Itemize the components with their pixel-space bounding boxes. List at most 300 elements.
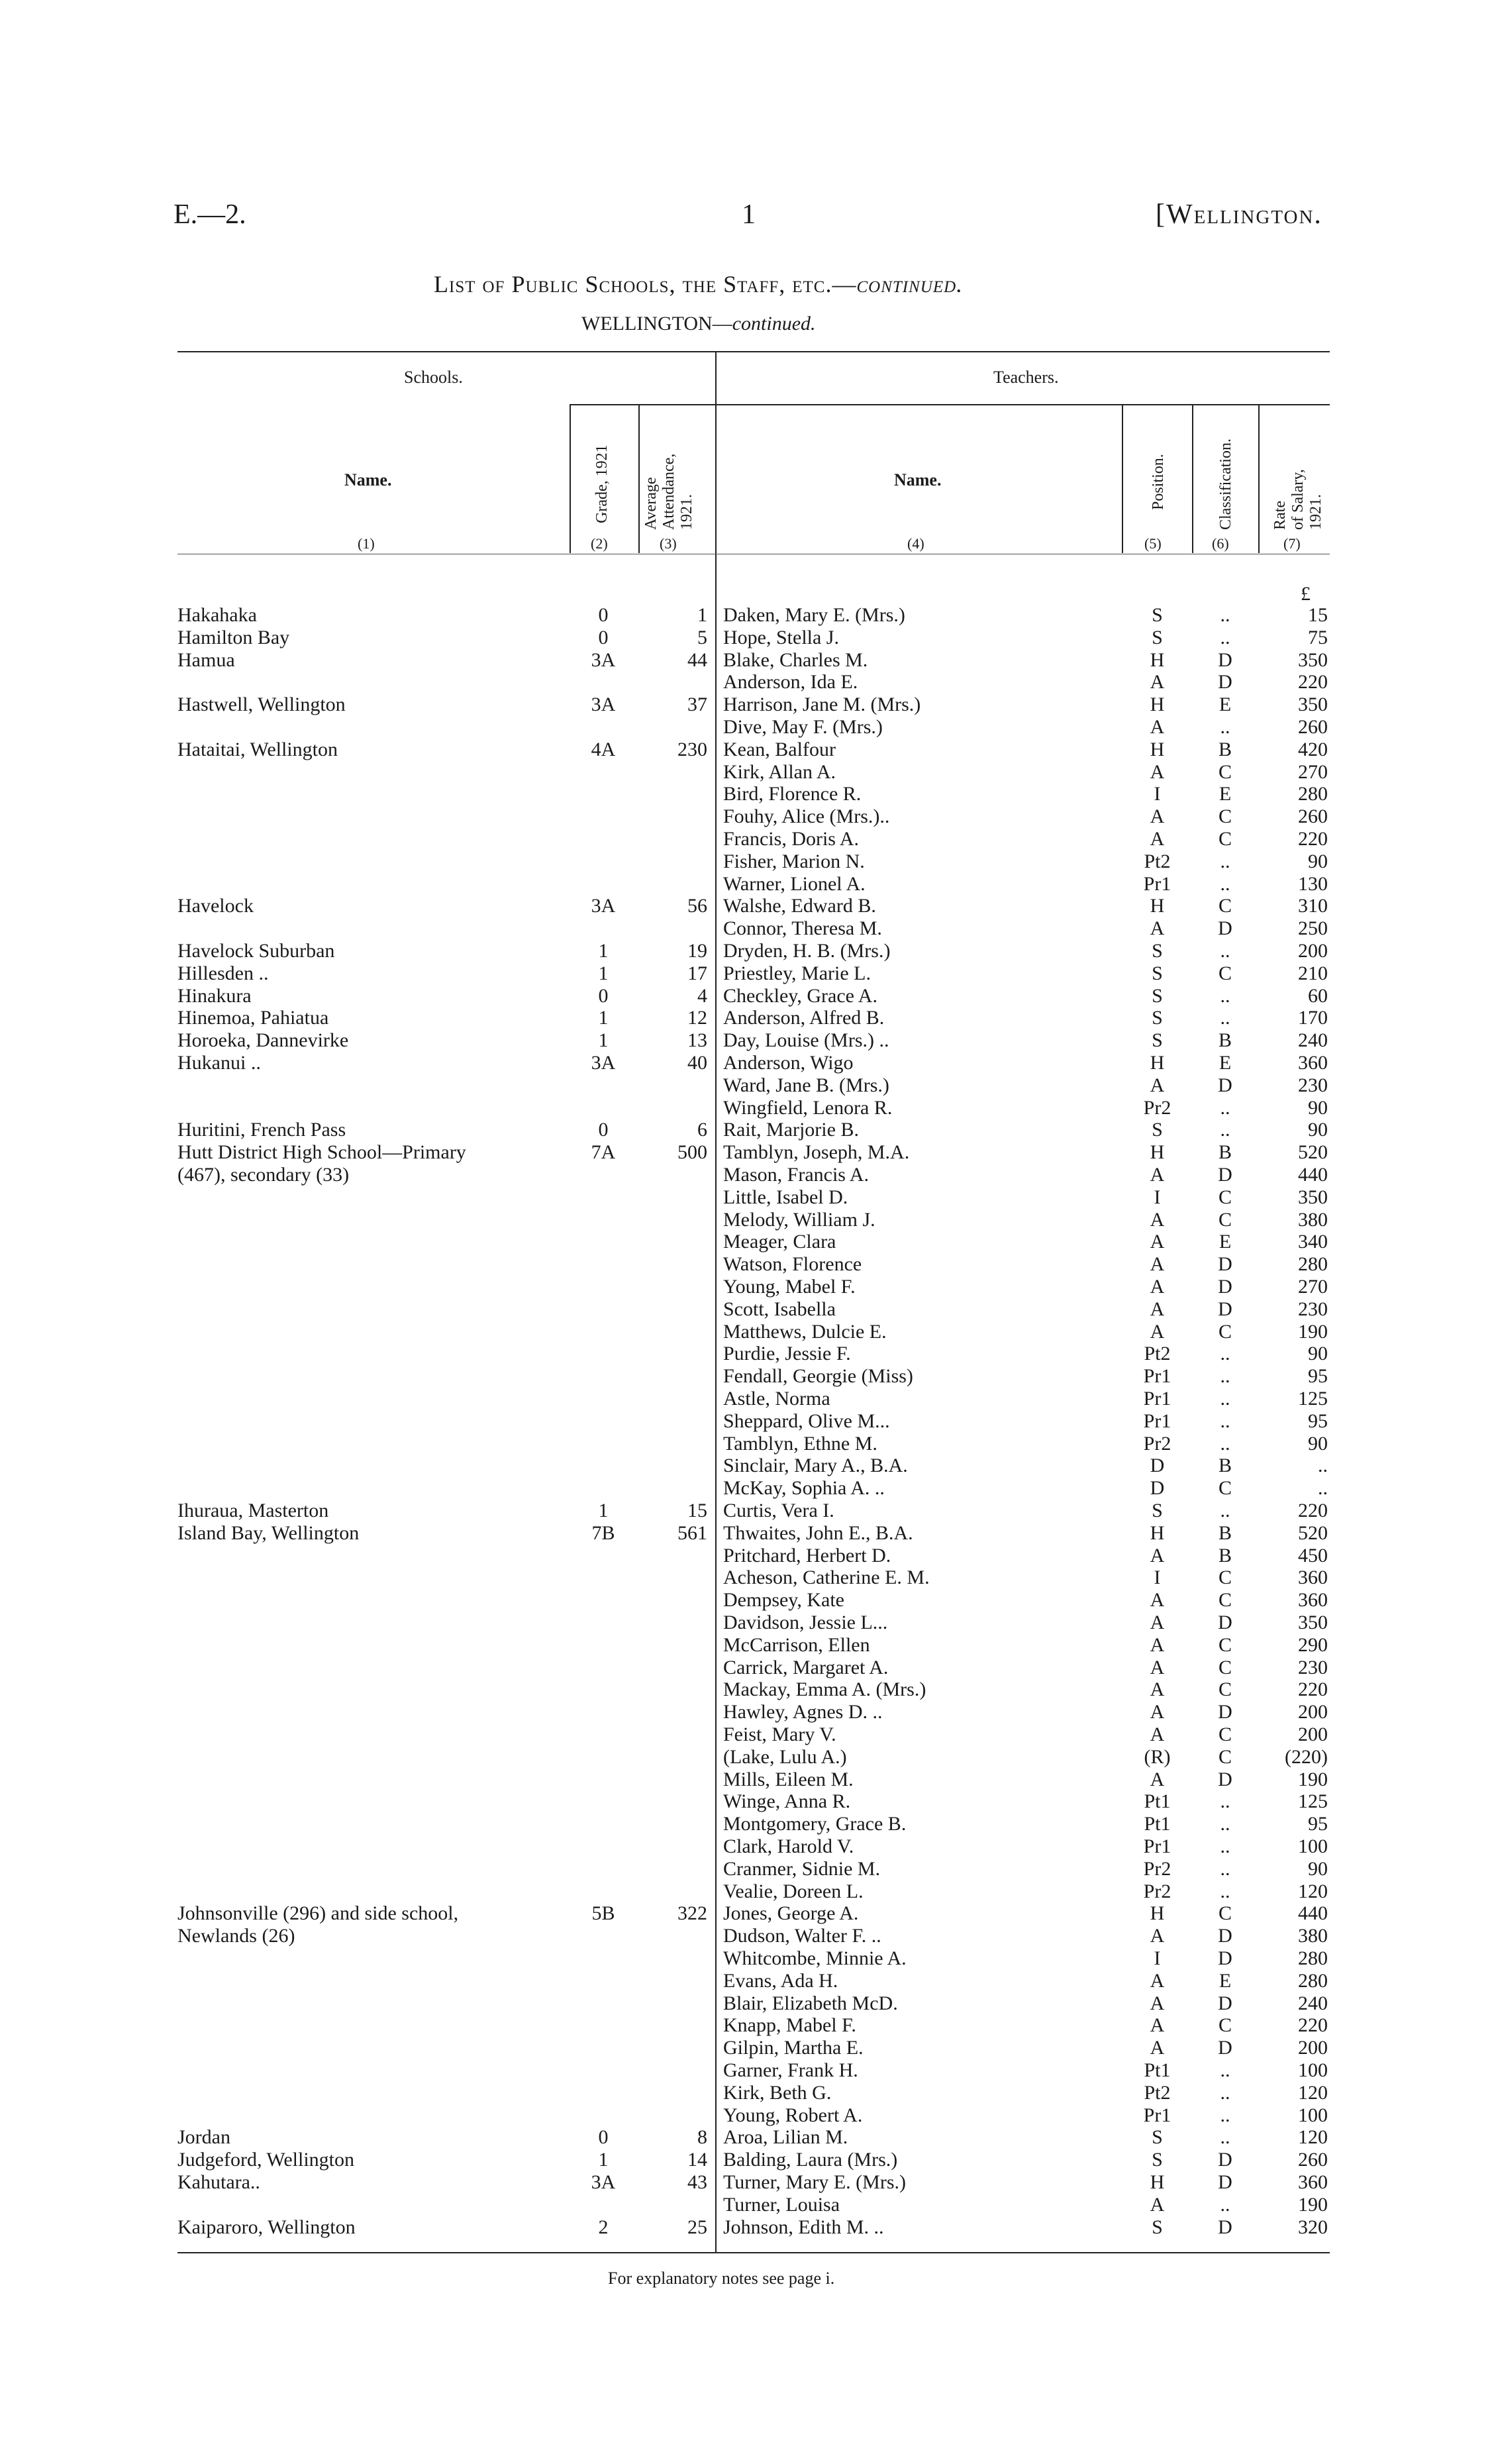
table-bottom-rule [177,2252,1330,2253]
school-name-cell: Hamilton Bay [177,627,290,648]
classification-cell: E [1219,783,1232,805]
school-name-cell: (467), secondary (33) [177,1164,350,1186]
position-cell: S [1152,627,1163,648]
teacher-name-cell: Watson, Florence [723,1253,862,1275]
salary-cell: 270 [1298,761,1328,783]
position-cell: Pt2 [1144,850,1171,872]
salary-cell: 75 [1308,627,1328,648]
position-cell: A [1150,1970,1165,1992]
classification-cell: C [1218,1746,1232,1768]
grade-cell: 3A [591,693,616,715]
classification-cell: .. [1220,1410,1230,1432]
teacher-name-cell: Melody, William J. [723,1209,875,1231]
attendance-cell: 15 [687,1500,707,1521]
grade-cell: 0 [598,985,609,1007]
salary-cell: 220 [1298,1500,1328,1521]
salary-header-line1: Rate [1271,501,1289,530]
teacher-name-cell: Acheson, Catherine E. M. [723,1566,930,1588]
position-cell: A [1150,1209,1165,1231]
classification-cell: B [1218,1545,1232,1566]
classification-cell: D [1218,1925,1232,1947]
salary-cell: 350 [1298,693,1328,715]
position-cell: S [1152,2216,1163,2238]
grade-cell: 0 [598,1119,609,1141]
attendance-cell: 230 [677,739,707,760]
salary-cell: 260 [1298,805,1328,827]
teacher-name-cell: Meager, Clara [723,1231,836,1253]
position-cell: H [1150,739,1165,760]
grade-cell: 4A [591,739,616,760]
school-name-cell: Hakahaka [177,604,257,626]
salary-cell: 130 [1298,873,1328,895]
school-name-header: Name. [344,470,392,489]
teacher-name-cell: Hope, Stella J. [723,627,839,648]
salary-cell: 240 [1298,1992,1328,2014]
region-heading: [Wellington. [1156,199,1322,230]
attendance-cell: 1 [697,604,707,626]
classification-cell: C [1218,962,1232,984]
salary-cell: 440 [1298,1902,1328,1924]
salary-cell: 220 [1298,828,1328,850]
position-cell: A [1150,2037,1165,2059]
attendance-header-line3: 1921. [678,494,695,530]
school-name-cell: Ihuraua, Masterton [177,1500,329,1521]
grade-cell: 5B [591,1902,615,1924]
schools-group-header: Schools. [404,368,463,387]
position-cell: Pr2 [1143,1097,1171,1119]
column-number-2: (2) [591,535,608,552]
teacher-name-cell: Young, Mabel F. [723,1276,856,1298]
teacher-name-cell: Anderson, Ida E. [723,671,858,693]
attendance-header [642,454,696,530]
classification-cell: D [1218,649,1232,671]
school-name-cell: Hastwell, Wellington [177,693,346,715]
classification-cell: B [1218,1141,1232,1163]
salary-cell: 250 [1298,917,1328,939]
classification-cell: .. [1220,1388,1230,1410]
salary-cell: 90 [1308,1097,1328,1119]
classification-cell: .. [1220,985,1230,1007]
school-name-cell: Hinemoa, Pahiatua [177,1007,329,1029]
salary-cell: 95 [1308,1365,1328,1387]
teacher-name-cell: Dive, May F. (Mrs.) [723,716,883,738]
classification-cell: D [1218,1947,1232,1969]
salary-cell: .. [1318,1455,1328,1476]
classification-cell: .. [1220,1119,1230,1141]
position-cell: A [1150,1925,1165,1947]
school-name-cell: Johnsonville (296) and side school, [177,1902,459,1924]
teacher-name-cell: Francis, Doris A. [723,828,859,850]
position-cell: H [1150,1052,1165,1074]
classification-cell: C [1218,2014,1232,2036]
position-cell: A [1150,1589,1165,1611]
grade-cell: 1 [598,940,609,962]
teacher-name-cell: Turner, Mary E. (Mrs.) [723,2171,906,2193]
salary-cell: (220) [1285,1746,1328,1768]
classification-cell: D [1218,1253,1232,1275]
school-name-cell: Kaiparoro, Wellington [177,2216,356,2238]
grade-cell: 3A [591,649,616,671]
attendance-cell: 5 [697,627,707,648]
schools-teachers-divider [715,351,717,2252]
column-number-7: (7) [1283,535,1301,552]
attendance-cell: 13 [687,1029,707,1051]
classification-cell: C [1218,1321,1232,1343]
document-reference: E.—2. [174,199,246,230]
teacher-name-cell: Kirk, Beth G. [723,2082,832,2104]
salary-cell: 260 [1298,2149,1328,2171]
position-cell: Pr2 [1143,1880,1171,1902]
teacher-name-cell: Johnson, Edith M. .. [723,2216,884,2238]
grade-cell: 1 [598,962,609,984]
classification-cell: C [1218,1634,1232,1656]
teacher-name-cell: Dempsey, Kate [723,1589,844,1611]
attendance-header-line2: Attendance, [660,453,677,530]
salary-cell: 90 [1308,850,1328,872]
salary-cell: 100 [1298,1835,1328,1857]
position-cell: Pt1 [1144,1813,1171,1835]
school-name-cell: Hillesden .. [177,962,269,984]
position-cell: I [1154,1186,1161,1208]
teacher-name-cell: Blair, Elizabeth McD. [723,1992,898,2014]
teacher-name-header: Name. [894,470,942,489]
column-number-6: (6) [1212,535,1229,552]
classification-cell: .. [1220,1835,1230,1857]
teacher-name-cell: Sinclair, Mary A., B.A. [723,1455,908,1476]
table-subtitle-italic: continued. [732,313,816,334]
teacher-name-cell: McCarrison, Ellen [723,1634,870,1656]
classification-cell: E [1219,1970,1232,1992]
salary-cell: 200 [1298,1701,1328,1723]
school-name-cell: Hutt District High School—Primary [177,1141,466,1163]
attendance-cell: 56 [687,895,707,917]
attendance-cell: 44 [687,649,707,671]
position-cell: Pt2 [1144,2082,1171,2104]
classification-cell: .. [1220,627,1230,648]
grade-cell: 3A [591,1052,616,1074]
salary-cell: 90 [1308,1433,1328,1455]
classification-cell: C [1218,1902,1232,1924]
classification-column-rule [1192,404,1193,553]
salary-cell: 200 [1298,1723,1328,1745]
salary-cell: 220 [1298,671,1328,693]
salary-cell: 440 [1298,1164,1328,1186]
classification-cell: D [1218,671,1232,693]
attendance-column-rule [638,404,640,553]
column-number-4: (4) [907,535,924,552]
grade-cell: 3A [591,2171,616,2193]
salary-cell: 350 [1298,649,1328,671]
teacher-name-cell: Knapp, Mabel F. [723,2014,856,2036]
school-name-cell: Hamua [177,649,235,671]
position-cell: A [1150,917,1165,939]
teacher-name-cell: Wingfield, Lenora R. [723,1097,893,1119]
position-cell: H [1150,1522,1165,1544]
classification-cell: D [1218,1164,1232,1186]
classification-cell: .. [1220,1880,1230,1902]
teacher-name-cell: Tamblyn, Ethne M. [723,1433,877,1455]
salary-cell: 120 [1298,2082,1328,2104]
position-cell: Pr2 [1143,1858,1171,1880]
salary-cell: 280 [1298,1947,1328,1969]
position-cell: I [1154,783,1161,805]
salary-cell: 200 [1298,2037,1328,2059]
position-cell: A [1150,1321,1165,1343]
salary-cell: 230 [1298,1298,1328,1320]
teacher-name-cell: Kean, Balfour [723,739,836,760]
position-cell: H [1150,2171,1165,2193]
salary-cell: 90 [1308,1119,1328,1141]
position-cell: Pr1 [1143,1410,1171,1432]
position-cell: S [1152,962,1163,984]
salary-cell: 520 [1298,1141,1328,1163]
position-cell: (R) [1144,1746,1171,1768]
teacher-name-cell: Walshe, Edward B. [723,895,876,917]
position-cell: H [1150,1902,1165,1924]
classification-cell: .. [1220,1343,1230,1364]
salary-cell: 120 [1298,1880,1328,1902]
attendance-cell: 43 [687,2171,707,2193]
position-cell: A [1150,1657,1165,1678]
position-cell: Pr1 [1143,873,1171,895]
teacher-name-cell: Carrick, Margaret A. [723,1657,889,1678]
position-cell: H [1150,895,1165,917]
school-name-cell: Judgeford, Wellington [177,2149,354,2171]
teacher-name-cell: Balding, Laura (Mrs.) [723,2149,898,2171]
classification-cell: D [1218,2171,1232,2193]
teacher-name-cell: Mills, Eileen M. [723,1769,854,1790]
salary-header-line2: of Salary, [1289,469,1307,530]
classification-cell: C [1218,1566,1232,1588]
salary-cell: 120 [1298,2126,1328,2148]
teacher-name-cell: Matthews, Dulcie E. [723,1321,887,1343]
salary-cell: 125 [1298,1388,1328,1410]
attendance-cell: 500 [677,1141,707,1163]
salary-cell: 200 [1298,940,1328,962]
position-cell: S [1152,1119,1163,1141]
classification-cell: C [1218,895,1232,917]
classification-cell: D [1218,1612,1232,1633]
attendance-cell: 37 [687,693,707,715]
position-cell: A [1150,1701,1165,1723]
salary-cell: 230 [1298,1657,1328,1678]
position-header: Position. [1150,454,1167,510]
position-cell: S [1152,1500,1163,1521]
grade-cell: 1 [598,2149,609,2171]
classification-cell: .. [1220,873,1230,895]
position-cell: Pr1 [1143,1388,1171,1410]
position-cell: A [1150,1074,1165,1096]
position-cell: A [1150,716,1165,738]
salary-cell: 290 [1298,1634,1328,1656]
position-cell: Pt1 [1144,2059,1171,2081]
classification-cell: E [1219,693,1232,715]
teacher-name-cell: McKay, Sophia A. .. [723,1477,885,1499]
salary-header [1271,469,1325,530]
salary-cell: 90 [1308,1343,1328,1364]
salary-cell: 360 [1298,2171,1328,2193]
school-name-cell: Kahutara.. [177,2171,260,2193]
salary-column-rule [1258,404,1260,553]
teacher-name-cell: Dudson, Walter F. .. [723,1925,881,1947]
teacher-name-cell: Bird, Florence R. [723,783,862,805]
position-cell: D [1150,1477,1165,1499]
classification-cell: D [1218,1701,1232,1723]
school-name-cell: Hukanui .. [177,1052,261,1074]
position-cell: A [1150,1231,1165,1253]
grade-cell: 2 [598,2216,609,2238]
classification-cell: .. [1220,850,1230,872]
teacher-name-cell: Scott, Isabella [723,1298,836,1320]
teacher-name-cell: Sheppard, Olive M... [723,1410,890,1432]
teacher-name-cell: Evans, Ada H. [723,1970,838,1992]
classification-cell: .. [1220,940,1230,962]
school-name-cell: Jordan [177,2126,230,2148]
classification-cell: C [1218,1723,1232,1745]
position-cell: S [1152,940,1163,962]
position-cell: A [1150,1164,1165,1186]
attendance-cell: 40 [687,1052,707,1074]
position-cell: I [1154,1947,1161,1969]
teacher-name-cell: Whitcombe, Minnie A. [723,1947,907,1969]
classification-cell: .. [1220,2104,1230,2126]
classification-cell: .. [1220,2082,1230,2104]
position-cell: A [1150,1298,1165,1320]
grade-column-rule [570,404,571,553]
position-cell: A [1150,1723,1165,1745]
salary-cell: 360 [1298,1589,1328,1611]
position-cell: Pr1 [1143,1835,1171,1857]
salary-cell: 170 [1298,1007,1328,1029]
teacher-name-cell: Jones, George A. [723,1902,859,1924]
classification-cell: D [1218,2037,1232,2059]
salary-cell: .. [1318,1477,1328,1499]
classification-cell: C [1218,1209,1232,1231]
position-cell: A [1150,2014,1165,2036]
school-name-cell: Hataitai, Wellington [177,739,338,760]
teacher-name-cell: Fendall, Georgie (Miss) [723,1365,913,1387]
table-title [434,270,963,298]
classification-cell: D [1218,1074,1232,1096]
attendance-cell: 322 [677,1902,707,1924]
teacher-name-cell: Day, Louise (Mrs.) .. [723,1029,889,1051]
grade-cell: 0 [598,2126,609,2148]
table-top-rule [177,351,1330,352]
grade-cell: 7A [591,1141,616,1163]
classification-cell: .. [1220,716,1230,738]
table-subtitle-main: WELLINGTON— [581,313,732,334]
classification-cell: .. [1220,1097,1230,1119]
teacher-name-cell: Purdie, Jessie F. [723,1343,851,1364]
teacher-name-cell: Turner, Louisa [723,2194,840,2216]
classification-cell: D [1218,2216,1232,2238]
teacher-name-cell: Cranmer, Sidnie M. [723,1858,881,1880]
classification-cell: .. [1220,1858,1230,1880]
classification-cell: D [1218,2149,1232,2171]
salary-cell: 270 [1298,1276,1328,1298]
salary-cell: 520 [1298,1522,1328,1544]
classification-cell: .. [1220,1813,1230,1835]
attendance-cell: 19 [687,940,707,962]
salary-cell: 220 [1298,1678,1328,1700]
classification-cell: E [1219,1231,1232,1253]
grade-header: Grade, 1921 [593,444,611,523]
attendance-cell: 8 [697,2126,707,2148]
position-cell: I [1154,1566,1161,1588]
salary-cell: 350 [1298,1612,1328,1633]
teacher-name-cell: Astle, Norma [723,1388,830,1410]
table-title-main: List of Public Schools, the Staff, etc.— [434,271,857,297]
explanatory-footnote: For explanatory notes see page i. [608,2269,835,2288]
position-cell: A [1150,761,1165,783]
teacher-name-cell: Montgomery, Grace B. [723,1813,907,1835]
teacher-name-cell: Mackay, Emma A. (Mrs.) [723,1678,926,1700]
salary-cell: 380 [1298,1209,1328,1231]
column-number-1: (1) [358,535,375,552]
position-cell: S [1152,2149,1163,2171]
group-header-rule [570,404,1330,405]
grade-cell: 1 [598,1029,609,1051]
salary-cell: 420 [1298,739,1328,760]
teacher-name-cell: Harrison, Jane M. (Mrs.) [723,693,921,715]
teacher-name-cell: Clark, Harold V. [723,1835,854,1857]
attendance-cell: 14 [687,2149,707,2171]
position-cell: Pt1 [1144,1790,1171,1812]
position-cell: Pr1 [1143,2104,1171,2126]
position-cell: Pr1 [1143,1365,1171,1387]
salary-cell: 60 [1308,985,1328,1007]
table-title-italic: continued. [856,271,964,297]
salary-cell: 280 [1298,1970,1328,1992]
classification-cell: C [1218,1186,1232,1208]
salary-cell: 190 [1298,2194,1328,2216]
salary-cell: 340 [1298,1231,1328,1253]
classification-cell: .. [1220,604,1230,626]
teacher-name-cell: Daken, Mary E. (Mrs.) [723,604,905,626]
school-name-cell: Havelock [177,895,254,917]
classification-cell: .. [1220,1790,1230,1812]
attendance-cell: 17 [687,962,707,984]
teacher-name-cell: Aroa, Lilian M. [723,2126,848,2148]
school-name-cell: Huritini, French Pass [177,1119,346,1141]
classification-cell: B [1218,1029,1232,1051]
classification-cell: .. [1220,2194,1230,2216]
classification-cell: .. [1220,1500,1230,1521]
salary-cell: 360 [1298,1052,1328,1074]
classification-header: Classification. [1217,438,1234,530]
position-cell: A [1150,1678,1165,1700]
salary-cell: 90 [1308,1858,1328,1880]
salary-cell: 360 [1298,1566,1328,1588]
position-column-rule [1122,404,1123,553]
classification-cell: C [1218,1657,1232,1678]
grade-cell: 1 [598,1007,609,1029]
classification-cell: .. [1220,1365,1230,1387]
salary-cell: 95 [1308,1813,1328,1835]
position-cell: A [1150,1276,1165,1298]
salary-header-line3: 1921. [1307,494,1324,530]
teacher-name-cell: Feist, Mary V. [723,1723,836,1745]
teacher-name-cell: Dryden, H. B. (Mrs.) [723,940,891,962]
classification-cell: E [1219,1052,1232,1074]
classification-cell: D [1218,917,1232,939]
salary-cell: 125 [1298,1790,1328,1812]
salary-cell: 230 [1298,1074,1328,1096]
teacher-name-cell: Warner, Lionel A. [723,873,866,895]
grade-cell: 3A [591,895,616,917]
classification-cell: D [1218,1276,1232,1298]
column-number-3: (3) [660,535,677,552]
